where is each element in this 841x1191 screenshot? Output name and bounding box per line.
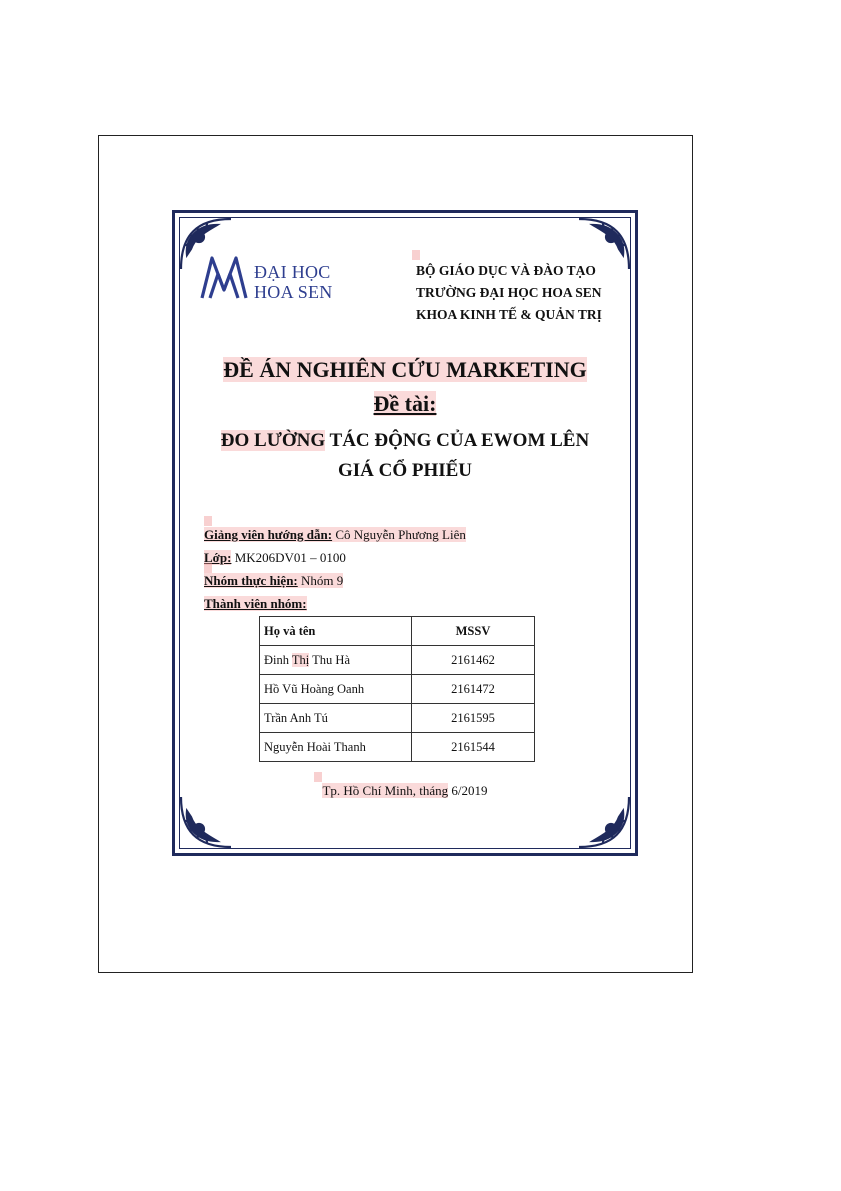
member-name: Nguyễn Hoài Thanh	[260, 733, 412, 762]
member-id: 2161544	[412, 733, 535, 762]
members-table	[259, 616, 535, 762]
topic-highlight: ĐO LƯỜNG	[220, 430, 326, 451]
member-id: 2161595	[412, 704, 535, 733]
hoa-sen-logo-icon	[198, 250, 250, 302]
member-id: 2161462	[412, 646, 535, 675]
logo-line-2: HOA SEN	[254, 282, 333, 302]
member-name: Đinh Thị Thu Hà	[260, 646, 412, 675]
ministry-header	[416, 260, 602, 326]
member-name: Trần Anh Tú	[260, 704, 412, 733]
university-logo	[198, 250, 358, 306]
topic-label: Đề tài:	[373, 391, 437, 416]
group-line: Nhóm thực hiện: Nhóm 9	[204, 573, 344, 588]
place-date: Tp. Hồ Chí Minh, tháng 6/2019	[322, 783, 488, 798]
header-name: Họ và tên	[260, 617, 412, 646]
faculty-line: KHOA KINH TẾ & QUẢN TRỊ	[416, 307, 602, 322]
annotation-marker	[204, 516, 212, 526]
table-row	[260, 733, 535, 762]
class-line: Lớp: MK206DV01 – 0100	[204, 550, 346, 565]
members-label-line: Thành viên nhóm:	[204, 596, 307, 611]
topic-line-2: GIÁ CỔ PHIẾU	[337, 460, 473, 481]
header-student-id: MSSV	[412, 617, 535, 646]
table-header-row	[260, 617, 535, 646]
ministry-line: BỘ GIÁO DỤC VÀ ĐÀO TẠO	[416, 263, 596, 278]
annotation-marker	[412, 250, 420, 260]
lecturer-line: Giảng viên hướng dẫn: Cô Nguyễn Phương Liên	[204, 527, 466, 542]
table-row	[260, 675, 535, 704]
corner-ornament-icon	[177, 793, 235, 851]
annotation-marker	[314, 772, 322, 782]
member-id: 2161472	[412, 675, 535, 704]
topic-line-1: ĐO LƯỜNG TÁC ĐỘNG CỦA EWOM LÊN	[220, 430, 590, 451]
corner-ornament-icon	[575, 793, 633, 851]
project-title: ĐỀ ÁN NGHIÊN CỨU MARKETING	[223, 357, 587, 382]
table-row	[260, 646, 535, 675]
university-line: TRƯỜNG ĐẠI HỌC HOA SEN	[416, 285, 602, 300]
member-name: Hồ Vũ Hoàng Oanh	[260, 675, 412, 704]
table-row	[260, 704, 535, 733]
logo-line-1: ĐẠI HỌC	[254, 262, 331, 282]
